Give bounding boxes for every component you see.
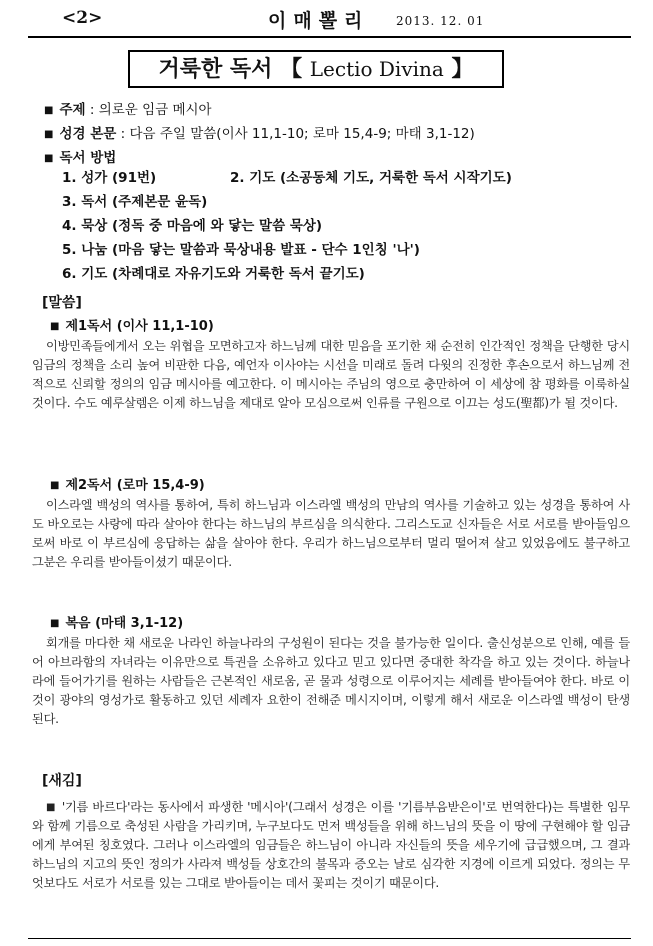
step-item: 1. 성가 (91번) bbox=[62, 170, 157, 186]
reading-text: 이방민족들에게서 오는 위협을 모면하고자 하느님께 대한 믿음을 포기한 채 순전히 인간적인 정책을 단행한 당시 임금의 정책을 소리 높여 비판한 다음, 예언자 이사야는 시선을 미래로 돌려 다윗의 진정한 후손으로서 하느님께 전적으로 신뢰할 정의의 임금 메시아를 예고한다. 이 메시아는 주님의 영으로 충만하여 이 세상에 참 평화를 이룩하실 것이다. 수도 예루살렘은 이제 하느님을 제대로 알아 모심으로써 인류를 구원으로 이끄는 성도(聖都)가 될 것이다. bbox=[32, 339, 630, 410]
scripture-value: 다음 주일 말씀(이사 11,1-10; 로마 15,4-9; 마태 3,1-12) bbox=[129, 126, 475, 142]
publication-title: 이매뽈리 bbox=[268, 10, 370, 32]
square-bullet-icon: ■ bbox=[44, 153, 54, 164]
step-item: 2. 기도 (소공동체 기도, 거룩한 독서 시작기도) bbox=[230, 170, 512, 186]
reading-title: ■ 복음 (마태 3,1-12) bbox=[50, 616, 184, 631]
step-row bbox=[62, 166, 512, 190]
title-latin: Lectio Divina bbox=[309, 57, 444, 81]
theme-label: 주제 bbox=[59, 102, 86, 118]
title-korean: 거룩한 독서 bbox=[158, 57, 273, 82]
reading-text: 이스라엘 백성의 역사를 통하여, 특히 하느님과 이스라엘 백성의 만남의 역사를 기술하고 있는 성경을 통하여 사도 바오로는 사랑에 따라 살아야 한다는 하느님의 부르심을 의식한다. 그리스도교 신자들은 서로 서로를 받아들임으로써 바로 이 부르심에 응답하는 삶을 살아야 한다. 우리가 하느님으로부터 멀리 떨어져 살고 있었음에도 불구하고 그분은 우리를 받아들이셨기 때문이다. bbox=[32, 498, 630, 569]
reading-text: 회개를 마다한 채 새로운 나라인 하늘나라의 구성원이 된다는 것을 불가능한 일이다. 출신성분으로 인해, 예를 들어 아브라함의 자녀라는 이유만으로 특권을 소유하고 있다고 믿고 있다면 중대한 착각을 하고 있는 것이다. 하늘나라에 들어가기를 원하는 사람들은 근본적인 새로움, 곧 물과 성령으로 이루어지는 세례를 받아들여야 한다. 바로 이것이 광야의 영성가로 활동하고 있던 세례자 요한이 전해준 메시지이며, 이렇게 해서 새로운 이스라엘 백성이 탄생된다. bbox=[32, 636, 630, 726]
reflection-text: ■ '기름 바르다'라는 동사에서 파생한 '메시아'(그래서 성경은 이를 '기름부음받은이'로 번역한다)는 특별한 임무와 함께 기름으로 축성된 사람을 가리키며, 누구보다도 먼저 백성들을 위해 하느님의 뜻을 이 땅에 구현해야 할 임금에게 부여된 칭호였다. 그러나 이스라엘의 임금들은 하느님이 아니라 자신들의 뜻을 세우기에 급급했으며, 그 결과 하느님의 지고의 뜻인 정의가 사라져 백성들 상호간의 불목과 증오는 날로 심각한 지경에 이르게 되었다. 정의는 무엇보다도 서로가 서로를 있는 그대로 받아들이는 데서 꽃피는 것이기 때문이다. bbox=[32, 800, 630, 890]
square-bullet-icon: ■ bbox=[44, 105, 54, 116]
square-bullet-icon: ■ bbox=[44, 129, 54, 140]
theme-value: 의로운 임금 메시아 bbox=[98, 102, 212, 118]
reading-title: ■ 제1독서 (이사 11,1-10) bbox=[50, 319, 214, 334]
square-bullet-icon: ■ bbox=[50, 480, 60, 491]
reading-title: ■ 제2독서 (로마 15,4-9) bbox=[50, 478, 205, 493]
square-bullet-icon: ■ bbox=[46, 802, 56, 813]
reflection-heading: [새김] bbox=[42, 773, 82, 789]
scripture-row: ■ 성경 본문 : 다음 주일 말씀(이사 11,1-10; 로마 15,4-9; 마태 3,1-12) bbox=[44, 126, 475, 142]
step-item: 3. 독서 (주제본문 윤독) bbox=[62, 194, 208, 210]
scripture-label: 성경 본문 bbox=[59, 126, 117, 142]
page-title: 거룩한 독서 【 Lectio Divina 】 bbox=[128, 50, 504, 88]
issue-date: 2013. 12. 01 bbox=[396, 14, 485, 28]
header-divider bbox=[28, 36, 631, 38]
session-info bbox=[44, 98, 475, 170]
reading-steps bbox=[62, 166, 512, 286]
step-item: 5. 나눔 (마음 닿는 말씀과 묵상내용 발표 - 단수 1인칭 '나') bbox=[62, 242, 420, 258]
footer-divider bbox=[28, 938, 631, 939]
square-bullet-icon: ■ bbox=[50, 618, 60, 629]
theme-row: ■ 주제 : 의로운 임금 메시아 bbox=[44, 102, 212, 118]
method-label: 독서 방법 bbox=[59, 150, 117, 166]
page-header bbox=[28, 0, 631, 34]
step-item: 6. 기도 (차례대로 자유기도와 거룩한 독서 끝기도) bbox=[62, 266, 365, 282]
page-number: <2> bbox=[62, 8, 103, 28]
word-heading: [말씀] bbox=[42, 295, 82, 311]
square-bullet-icon: ■ bbox=[50, 321, 60, 332]
step-item: 4. 묵상 (정독 중 마음에 와 닿는 말씀 묵상) bbox=[62, 218, 323, 234]
